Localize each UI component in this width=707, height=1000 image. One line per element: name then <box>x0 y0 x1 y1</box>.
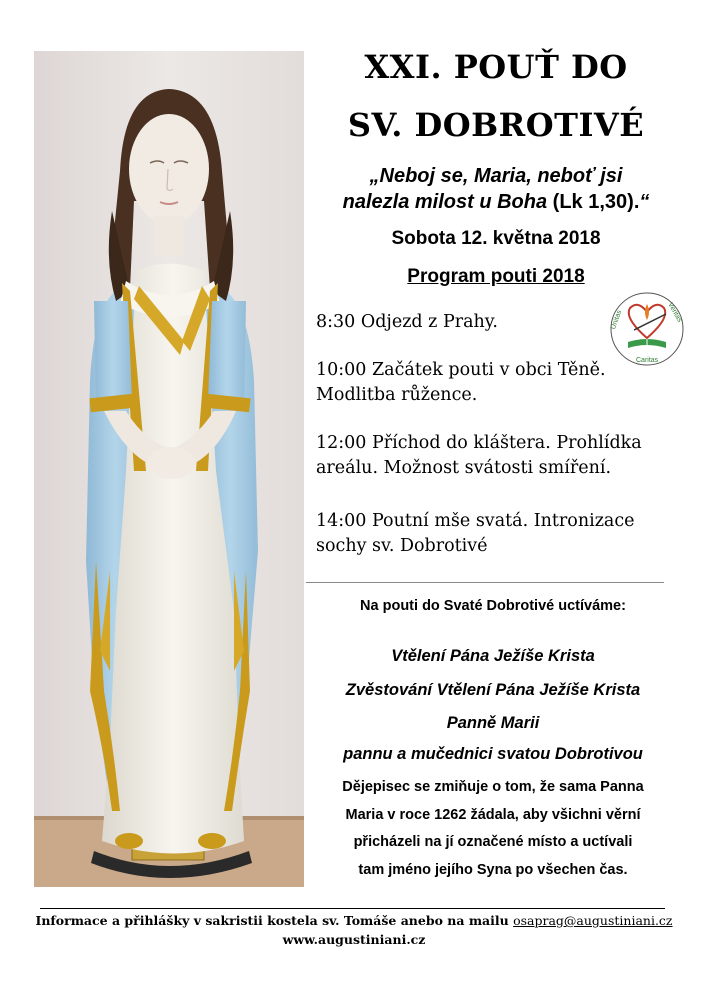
footer-info <box>34 913 674 928</box>
program-item <box>316 310 666 335</box>
history-line: přicházeli na jí označené místo a uctívali <box>353 834 633 850</box>
program-heading-text: Program pouti 2018 <box>407 266 585 287</box>
program-item-line: 10:00 Začátek pouti v obci Těně. <box>316 360 606 380</box>
history-line: tam jméno jejího Syna po všechen čas. <box>358 861 628 878</box>
program-item-line: Modlitba růžence. <box>316 385 478 405</box>
history-paragraph <box>306 774 680 884</box>
quote-reference: (Lk 1,30). <box>552 191 640 213</box>
title-line-1: XXI. POUŤ DO <box>364 48 628 86</box>
logo-text-veritas: Veritas <box>666 301 684 324</box>
program-item-line: 12:00 Příchod do kláštera. Prohlídka <box>316 433 642 453</box>
history-line: Dějepisec se zmiňuje o tom, že sama Panna <box>342 779 644 795</box>
program-item <box>316 431 666 481</box>
footer-divider <box>40 908 665 909</box>
venerate-item: Panně Marii <box>446 714 540 732</box>
quote-text: nalezla milost u Boha <box>342 191 553 213</box>
program-item-line: 8:30 Odjezd z Prahy. <box>316 312 498 332</box>
venerate-item: pannu a mučednici svatou Dobrotivou <box>343 745 643 763</box>
program-item-line: sochy sv. Dobrotivé <box>316 536 488 556</box>
logo-text-unitas: Unitas <box>609 309 624 331</box>
section-divider <box>306 582 664 583</box>
quote-close-mark: “ <box>639 191 650 213</box>
footer-website[interactable]: www.augustiniani.cz <box>282 932 426 947</box>
program-item-line: 14:00 Poutní mše svatá. Intronizace <box>316 511 635 531</box>
quote-line-1: „Neboj se, Maria, neboť jsi <box>369 165 623 187</box>
program-item-line: areálu. Možnost svátosti smíření. <box>316 458 612 478</box>
history-line: Maria v roce 1262 žádala, aby všichni věrní <box>345 806 641 823</box>
footer-text: Informace a přihlášky v sakristii kostela sv. Tomáše anebo na mailu <box>35 913 514 928</box>
program-item <box>316 358 666 408</box>
statue-photo <box>34 51 304 887</box>
venerate-heading: Na pouti do Svaté Dobrotivé uctíváme: <box>360 598 626 614</box>
venerate-item: Zvěstování Vtělení Pána Ježíše Krista <box>345 681 641 699</box>
venerate-item: Vtělení Pána Ježíše Krista <box>391 647 595 665</box>
quote-line-2 <box>306 190 686 215</box>
title-line-2: SV. DOBROTIVÉ <box>347 106 645 144</box>
logo-text-caritas: Caritas <box>636 357 659 364</box>
program-item <box>316 509 666 559</box>
program-heading <box>306 266 686 288</box>
footer-email-link[interactable]: osaprag@augustiniani.cz <box>513 913 673 928</box>
event-date: Sobota 12. května 2018 <box>391 228 601 249</box>
